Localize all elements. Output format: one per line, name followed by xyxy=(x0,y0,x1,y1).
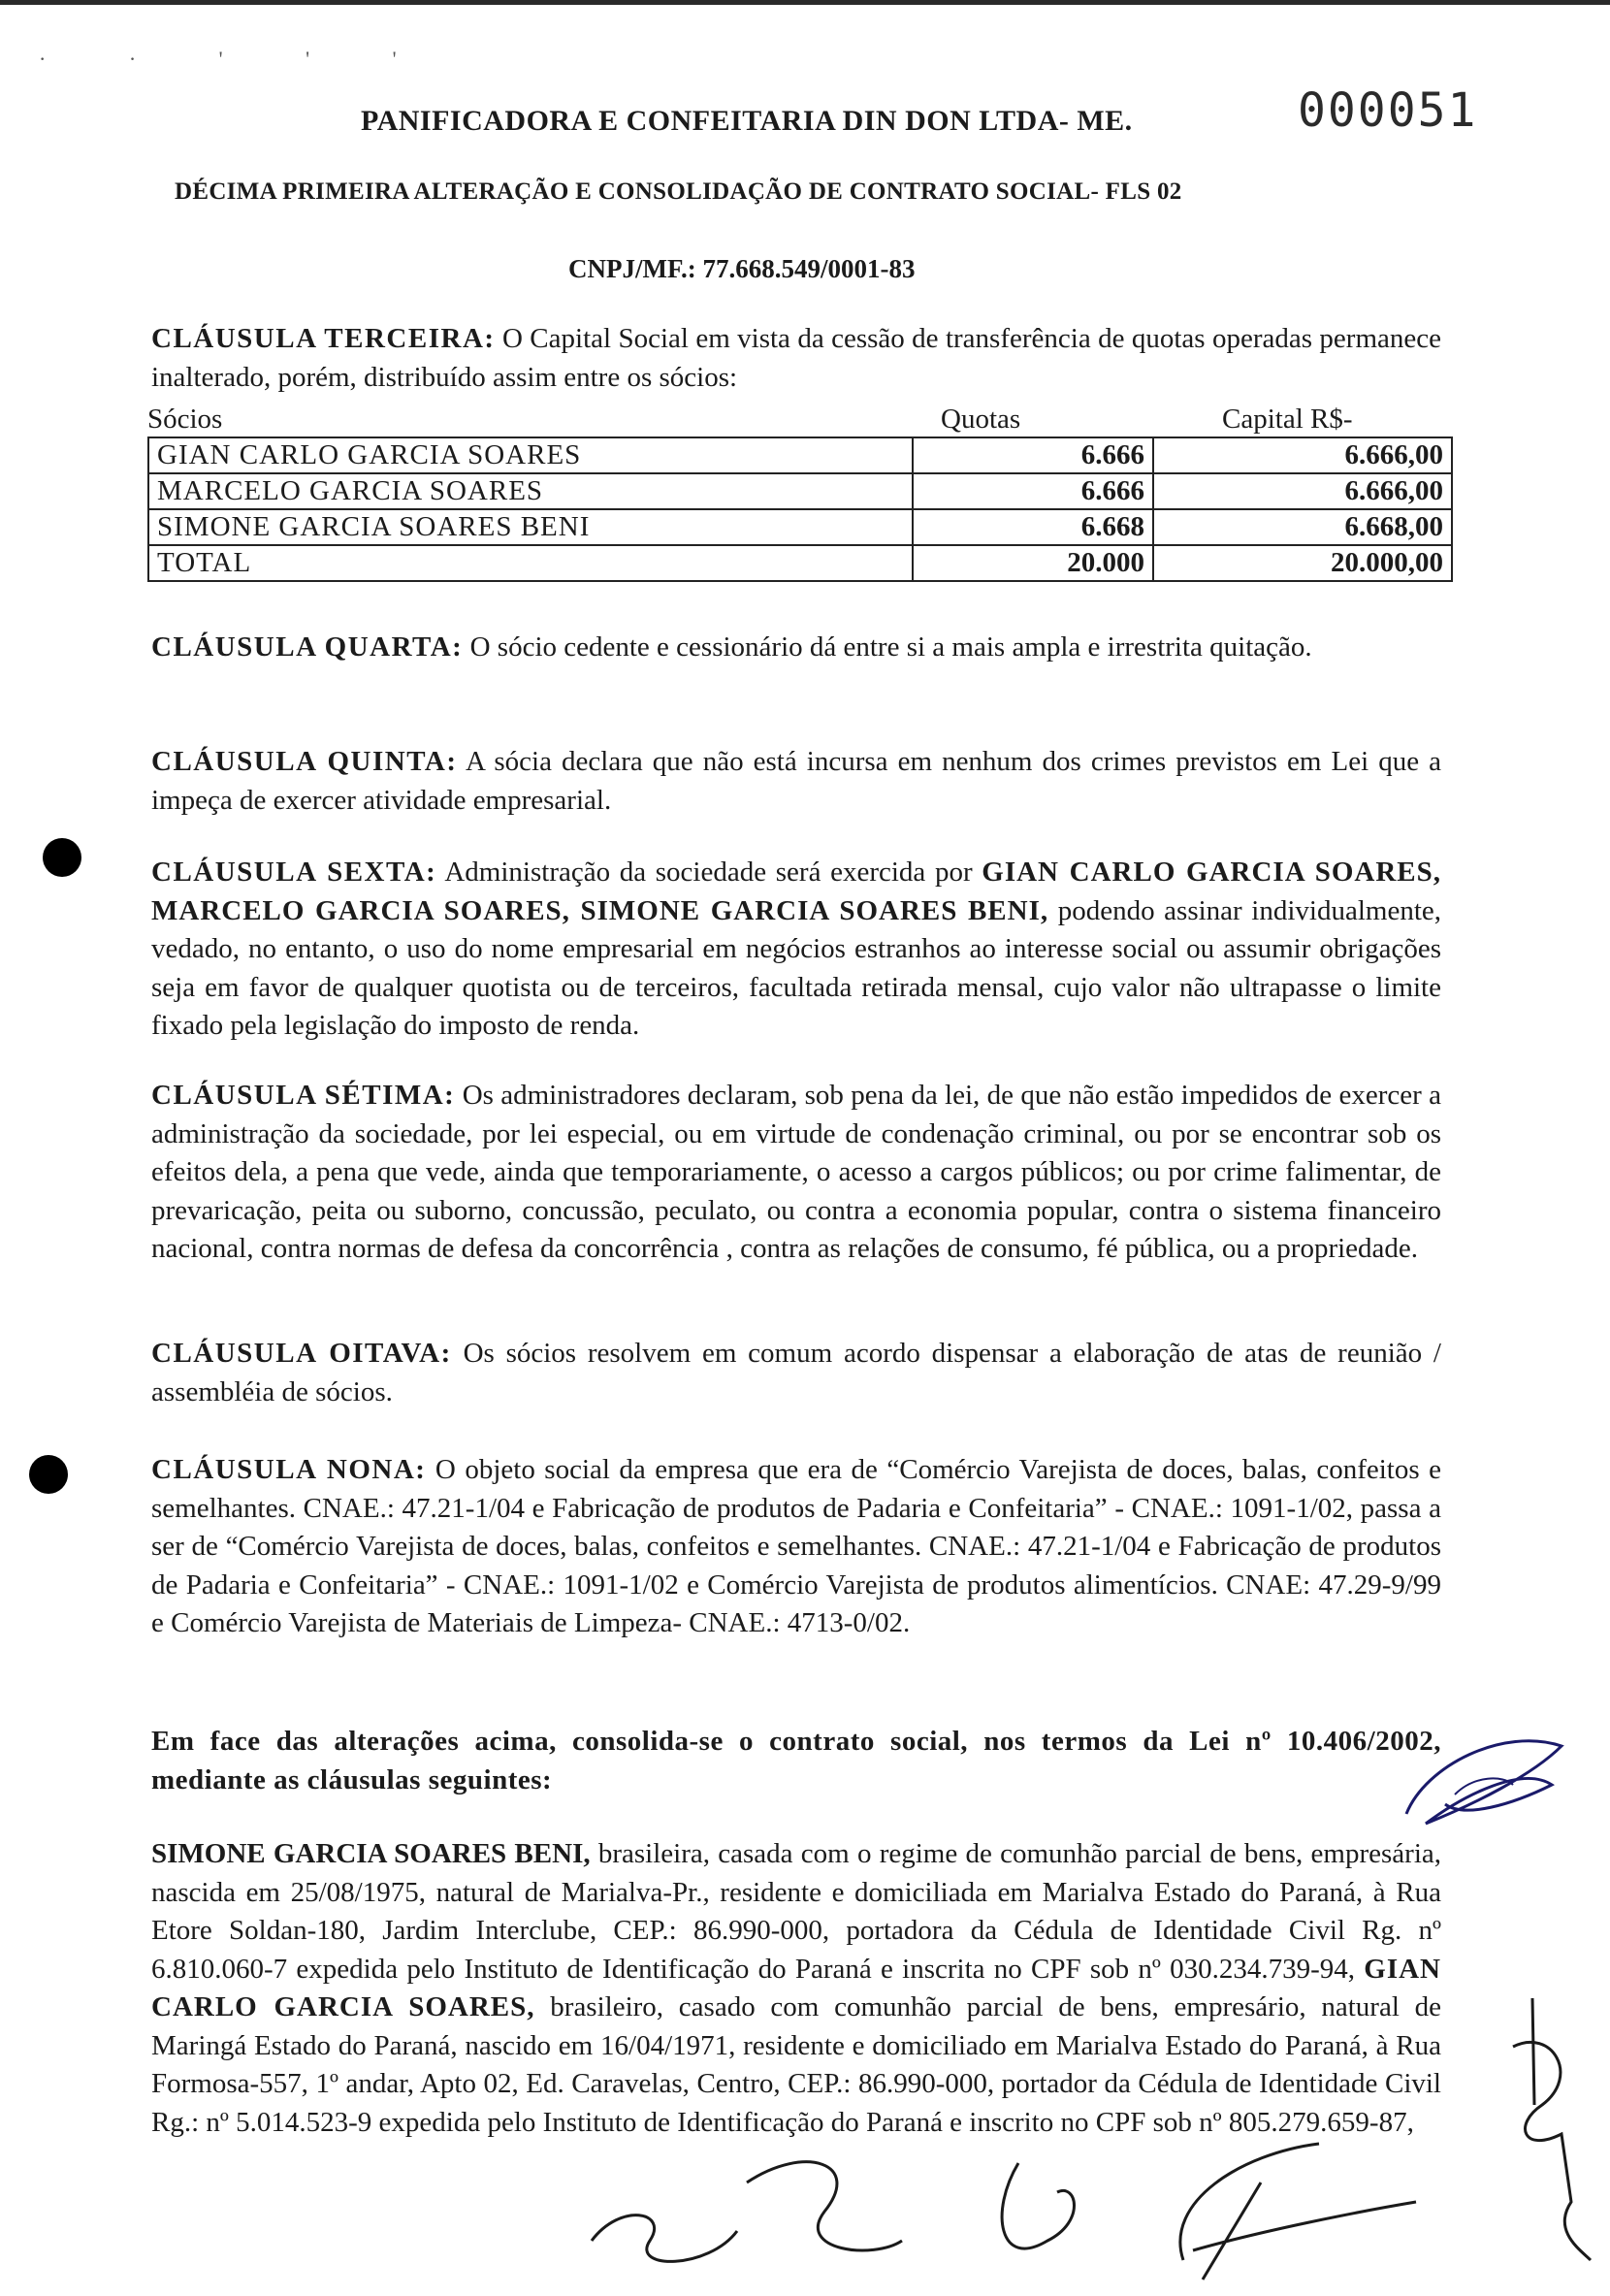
clause-fifth xyxy=(151,743,1441,820)
qualification-name-2: GIAN CARLO GARCIA SOARES, xyxy=(151,1953,1441,2022)
total-quotas: 20.000 xyxy=(913,545,1153,581)
col-quotas: Quotas xyxy=(941,404,1021,435)
clause-ninth xyxy=(151,1451,1441,1643)
punch-hole-mark xyxy=(43,838,81,877)
document-number: 000051 xyxy=(1298,83,1478,138)
scan-edge xyxy=(0,0,1610,5)
partner-capital: 6.666,00 xyxy=(1153,437,1452,473)
clause-third-text: O Capital Social em vista da cessão de transferência de quotas operadas permanece inalterado, porém, distribuído assim entre os sócios: xyxy=(151,323,1441,393)
table-row xyxy=(148,473,1452,509)
col-capital: Capital R$- xyxy=(1222,404,1353,435)
qualification-text-2: brasileiro, casado com comunhão parcial de bens, empresário, natural de Maringá Estado do Paraná, nascido em 16/04/1971, residente e domiciliado em Marialva Estado do Paraná, à Rua Formosa-557, 1º andar, Apto 02, Ed. Caravelas, Centro, CEP.: 86.990-000, portador da Cédula de Identidade Civil Rg.: nº 5.014.523-9 expedida pelo Instituto de Identificação do Paraná e inscrito no CPF sob nº 805.279.659-87, xyxy=(151,1991,1441,2138)
document-subtitle: DÉCIMA PRIMEIRA ALTERAÇÃO E CONSOLIDAÇÃO DE CONTRATO SOCIAL- FLS 02 xyxy=(175,178,1182,205)
qualification-name-1: SIMONE GARCIA SOARES BENI, xyxy=(151,1838,591,1869)
clause-fourth-text: O sócio cedente e cessionário dá entre si a mais ampla e irrestrita quitação. xyxy=(469,631,1312,663)
capital-table xyxy=(147,437,1453,582)
capital-table-header xyxy=(147,404,1447,438)
partner-capital: 6.668,00 xyxy=(1153,509,1452,545)
clause-seventh-text: Os administradores declaram, sob pena da lei, de que não estão impedidos de exercer a administração da sociedade, por lei especial, ou em virtude de condenação criminal, ou por se encontrar sob os efeitos dela, a pena que vede, ainda que temporariamente, o acesso a cargos públicos; ou por crime falimentar, de prevaricação, peita ou suborno, concussão, peculato, ou contra a economia popular, contra o sistema financeiro nacional, contra normas de defesa da concorrência , contra as relações de consumo, fé pública, ou a propriedade. xyxy=(151,1080,1442,1264)
clause-ninth-text: O objeto social da empresa que era de “Comércio Varejista de doces, balas, confeitos e semelhantes. CNAE.: 47.21-1/04 e Fabricação de produtos de Padaria e Confeitaria” - CNAE.: 1091-1/02, passa a ser de “Comércio Varejista de doces, balas, confeitos e semelhantes. CNAE.: 47.21-1/04 e Fabricação de produtos de Padaria e Confeitaria” - CNAE.: 1091-1/02 e Comércio Varejista de produtos alimentícios. CNAE: 47.29-9/99 e Comércio Varejista de Materiais de Limpeza- CNAE.: 4713-0/02. xyxy=(151,1454,1441,1638)
partner-capital: 6.666,00 xyxy=(1153,473,1452,509)
margin-signature xyxy=(1474,1989,1600,2270)
clause-fourth xyxy=(151,629,1441,667)
clause-ninth-title: CLÁUSULA NONA: xyxy=(151,1454,427,1485)
partner-qualification xyxy=(151,1835,1441,2142)
partner-name: SIMONE GARCIA SOARES BENI xyxy=(148,509,913,545)
total-capital: 20.000,00 xyxy=(1153,545,1452,581)
clause-fourth-title: CLÁUSULA QUARTA: xyxy=(151,631,464,663)
initials-signature-top xyxy=(1387,1707,1581,1843)
clause-third-title: CLÁUSULA TERCEIRA: xyxy=(151,323,496,354)
table-row-total xyxy=(148,545,1452,581)
partner-name: GIAN CARLO GARCIA SOARES xyxy=(148,437,913,473)
bottom-signatures xyxy=(582,2124,1455,2289)
clause-sixth-names: GIAN CARLO GARCIA SOARES, MARCELO GARCIA SOARES, SIMONE GARCIA SOARES BENI, xyxy=(151,857,1441,926)
table-row xyxy=(148,437,1452,473)
qualification-text-1: brasileira, casada com o regime de comunhão parcial de bens, empresária, nascida em 25/08/1975, natural de Marialva-Pr., residente e domiciliada em Marialva Estado do Paraná, à Rua Etore Soldan-180, Jardim Interclube, CEP.: 86.990-000, portadora da Cédula de Identidade Civil Rg. nº 6.810.060-7 expedida pelo Instituto de Identificação do Paraná e inscrita no CPF sob nº 030.234.739-94, xyxy=(151,1838,1441,1985)
clause-sixth-text-b: podendo assinar individualmente, vedado, no entanto, o uso do nome empresarial em negócios estranhos ao interesse social ou assumir obrigações seja em favor de qualquer quotista ou de terceiros, facultada retirada mensal, cujo valor não ultrapasse o limite fixado pela legislação do imposto de renda. xyxy=(151,894,1442,1041)
clause-fifth-title: CLÁUSULA QUINTA: xyxy=(151,746,458,777)
clause-third xyxy=(151,320,1441,397)
cnpj-line: CNPJ/MF.: 77.668.549/0001-83 xyxy=(568,254,916,283)
company-title: PANIFICADORA E CONFEITARIA DIN DON LTDA- ME. xyxy=(361,105,1133,137)
table-row xyxy=(148,509,1452,545)
clause-seventh-title: CLÁUSULA SÉTIMA: xyxy=(151,1080,456,1111)
clause-seventh xyxy=(151,1077,1441,1269)
clause-sixth-text-a: Administração da sociedade será exercida por xyxy=(444,857,973,888)
clause-eighth-text: Os sócios resolvem em comum acordo dispensar a elaboração de atas de reunião / assembléia de sócios. xyxy=(151,1338,1441,1407)
clause-sixth xyxy=(151,854,1441,1046)
total-label: TOTAL xyxy=(148,545,913,581)
punch-hole-mark xyxy=(29,1455,68,1494)
col-socios: Sócios xyxy=(147,404,223,435)
clause-eighth-title: CLÁUSULA OITAVA: xyxy=(151,1338,452,1369)
partner-name: MARCELO GARCIA SOARES xyxy=(148,473,913,509)
clause-fifth-text: A sócia declara que não está incursa em nenhum dos crimes previstos em Lei que a impeça de exercer atividade empresarial. xyxy=(151,746,1441,816)
clause-eighth xyxy=(151,1335,1441,1411)
partner-quotas: 6.666 xyxy=(913,437,1153,473)
consolidation-statement: Em face das alterações acima, consolida-se o contrato social, nos termos da Lei nº 10.406/2002, mediante as cláusulas seguintes: xyxy=(151,1726,1441,1795)
partner-quotas: 6.668 xyxy=(913,509,1153,545)
partner-quotas: 6.666 xyxy=(913,473,1153,509)
scan-marks: · · ' ' ' xyxy=(39,47,435,71)
clause-sixth-title: CLÁUSULA SEXTA: xyxy=(151,857,437,888)
